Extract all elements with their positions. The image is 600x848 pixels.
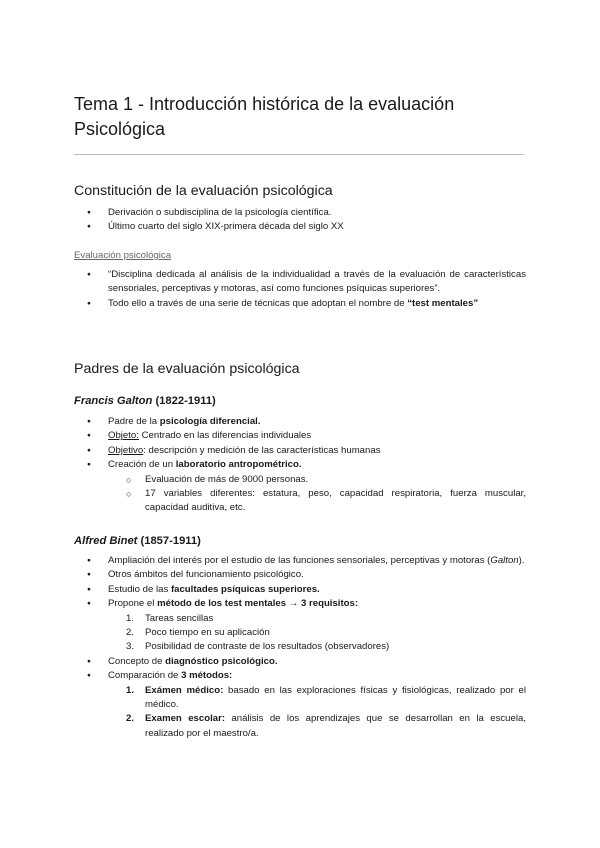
- list-item: ● Comparación de 3 métodos:: [74, 669, 526, 683]
- subheading-evaluacion: Evaluación psicológica: [74, 250, 172, 261]
- page-title: Tema 1 - Introducción histórica de la evaluación Psicológica: [74, 94, 455, 139]
- list-item: ● Concepto de diagnóstico psicológico.: [74, 655, 526, 669]
- numbered-item: 2. Examen escolar: análisis de los aprendizajes que se desarrollan en la escuela, realizado por el maestro/a.: [126, 713, 526, 739]
- list-item: ● Padre de la psicología diferencial.: [74, 415, 526, 429]
- list-item: ● Objeto: Centrado en las diferencias individuales: [74, 429, 526, 443]
- list-item: ● Objetivo: descripción y medición de las características humanas: [74, 444, 526, 458]
- horizontal-divider: [74, 154, 524, 155]
- section-heading-constitucion: Constitución de la evaluación psicológica: [74, 183, 333, 199]
- list-item: ● Estudio de las facultades psíquicas superiores.: [74, 583, 526, 597]
- binet-heading: Alfred Binet (1857-1911): [74, 535, 201, 547]
- galton-list: [74, 415, 526, 516]
- binet-list: [74, 554, 526, 741]
- galton-heading: Francis Galton (1822-1911): [74, 395, 216, 407]
- list-item: ● “Disciplina dedicada al análisis de la individualidad a través de la evaluación de características sensoriales, perceptivas y motoras, así como funciones psíquicas superiores”.: [74, 268, 526, 297]
- sub-list-item: ○ Evaluación de más de 9000 personas.: [74, 473, 526, 487]
- section-heading-padres: Padres de la evaluación psicológica: [74, 361, 300, 377]
- numbered-item: 2. Poco tiempo en su aplicación: [126, 627, 270, 639]
- list-item: ● Propone el método de los test mentales → 3 requisitos:: [74, 597, 526, 611]
- list-item: ● Otros ámbitos del funcionamiento psicológico.: [74, 568, 526, 582]
- evaluacion-list: [74, 268, 526, 311]
- numbered-item: 1. Exámen médico: basado en las exploraciones físicas y fisiológicas, realizado por el médico.: [126, 684, 526, 711]
- list-item: ● Último cuarto del siglo XIX-primera década del siglo XX: [74, 220, 526, 234]
- numbered-item: 1. Tareas sencillas: [126, 612, 214, 624]
- constitucion-list: [74, 206, 526, 235]
- list-item: ● Todo ello a través de una serie de técnicas que adoptan el nombre de “test mentales”: [74, 297, 526, 311]
- list-item: ● Creación de un laboratorio antropométrico.: [74, 458, 526, 472]
- numbered-item: 3. Posibilidad de contraste de los resultados (observadores): [126, 641, 390, 653]
- sub-list-item: ○ 17 variables diferentes: estatura, peso, capacidad respiratoria, fuerza muscular, capacidad auditiva, etc.: [74, 487, 526, 516]
- list-item: ● Ampliación del interés por el estudio de las funciones sensoriales, perceptivas y motoras (Galton).: [74, 554, 526, 568]
- list-item: ● Derivación o subdisciplina de la psicología científica.: [74, 206, 526, 220]
